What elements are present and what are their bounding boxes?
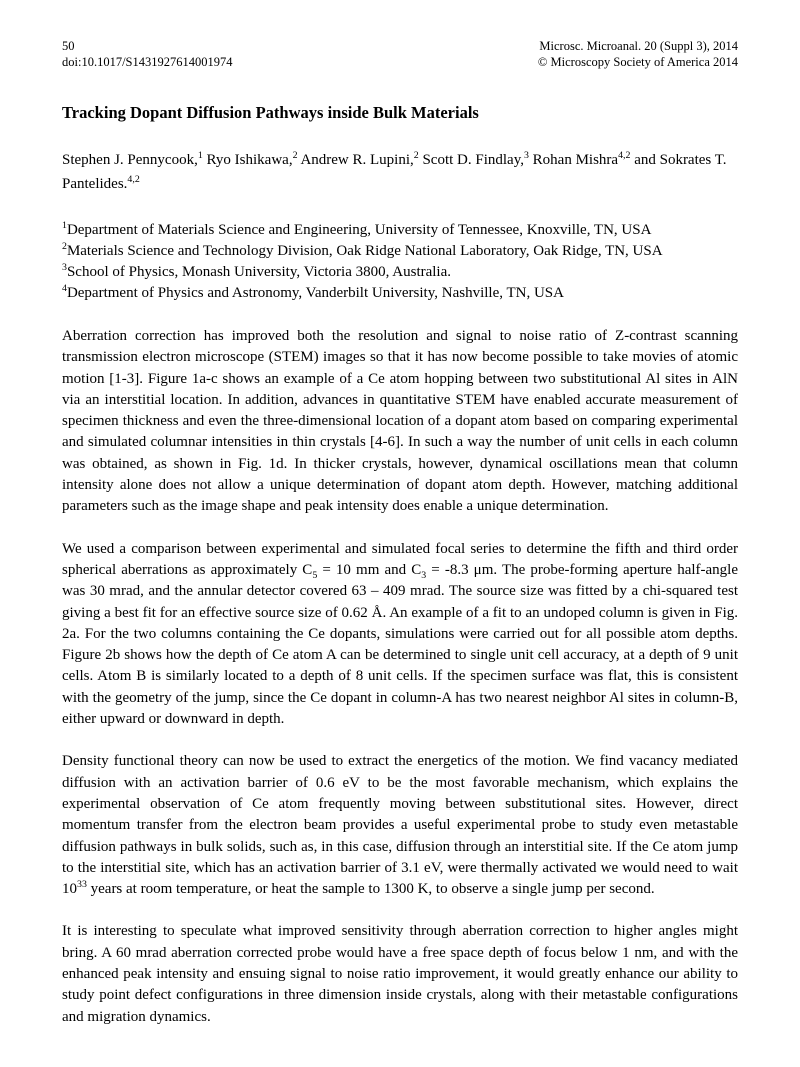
paragraph-1: Aberration correction has improved both the resolution and signal to noise ratio of Z-contrast scanning transmission electron microscope (STEM) images so that it has now become possible to take movies of atomic motion [1-3]. Figure 1a-c shows an example of a Ce atom hopping between two substitutional Al sites in AlN via an interstitial location. In addition, advances in quantitative STEM have enabled accurate measurement of specimen thickness and even the three-dimensional location of a dopant atom based on comparing experimental and simulated columnar intensities in thin crystals [4-6]. In such a way the number of unit cells in each column was obtained, as shown in Fig. 1d. In thicker crystals, however, dynamical oscillations mean that column intensity alone does not allow a unique determination of dopant atom depth. However, matching additional parameters such as the image shape and peak intensity does enable a unique determination. — [62, 328, 738, 515]
copyright-line: © Microscopy Society of America 2014 — [537, 55, 738, 69]
header-right — [538, 38, 738, 70]
doi: doi:10.1017/S1431927614001974 — [62, 55, 233, 69]
affiliation-1: $^1$Department of Materials Science and Engineering, University of Tennessee, Knoxville, TN, USA — [62, 220, 652, 238]
header-left — [62, 38, 233, 70]
paragraph-3: Density functional theory can now be used to extract the energetics of the motion. We find vacancy mediated diffusion with an activation barrier of 0.6 eV to be the most favorable mechanism, which explains the experimental observation of Ce atom frequently moving between substitutional sites. However, direct momentum transfer from the electron beam provides a useful experimental probe to study even metastable diffusion pathways in bulk solids, such as, in this case, diffusion through an interstitial site. If the Ce atom jump to the interstitial site, which has an activation barrier of 3.1 eV, were thermally activated we would need to wait $10^{33}$ years at room temperature, or heat the sample to 1300 K, to observe a single jump per second. — [62, 753, 738, 898]
page-number: 50 — [62, 39, 75, 53]
affiliations-block — [62, 220, 738, 304]
affiliation-3: $^3$School of Physics, Monash University, Victoria 3800, Australia. — [62, 262, 452, 280]
journal-citation: Microsc. Microanal. 20 (Suppl 3), 2014 — [539, 39, 738, 53]
affiliation-4: $^4$Department of Physics and Astronomy, Vanderbilt University, Nashville, TN, USA — [62, 283, 564, 301]
page-header — [62, 38, 738, 70]
paragraph-2: We used a comparison between experimental and simulated focal series to determine the fifth and third order spherical aberrations as approximately $C_5 = 10$ mm and $C_3 = -8.3$ μm. The probe-forming aperture half-angle was 30 mrad, and the annular detector covered 63 – 409 mrad. The source size was fitted by a chi-squared test giving a best fit for an effective source size of 0.62 Å. An example of a fit to an undoped column is given in Fig. 2a. For the two columns containing the Ce dopants, simulations were carried out for all possible atom depths. Figure 2b shows how the depth of Ce atom A can be determined to single unit cell accuracy, at a depth of 9 unit cells. Atom B is similarly located to a depth of 8 unit cells. If the specimen surface was flat, this is consistent with the geometry of the jump, since the Ce dopant in column-A has two nearest neighbor Al sites in column-B, either upward or downward in depth. — [62, 540, 738, 728]
paper-title: Tracking Dopant Diffusion Pathways inside Bulk Materials — [62, 103, 479, 122]
affiliation-2: $^2$Materials Science and Technology Division, Oak Ridge National Laboratory, Oak Ridge, TN, USA — [62, 241, 663, 259]
authors-line: Stephen J. Pennycook,$^1$ Ryo Ishikawa,$^2$ Andrew R. Lupini,$^2$ Scott D. Findlay,$^3$ Rohan Mishra$^{4,2}$ and Sokrates T. Pantelides.$^{4,2}$ — [62, 150, 727, 192]
paragraph-4: It is interesting to speculate what improved sensitivity through aberration correction to higher angles might bring. A 60 mrad aberration corrected probe would have a free space depth of focus below 1 nm, and with the enhanced peak intensity and ensuing signal to noise ratio improvement, it would greatly enhance our ability to study point defect configurations in three dimension inside crystals, along with their metastable configurations and migration dynamics. — [62, 923, 738, 1025]
